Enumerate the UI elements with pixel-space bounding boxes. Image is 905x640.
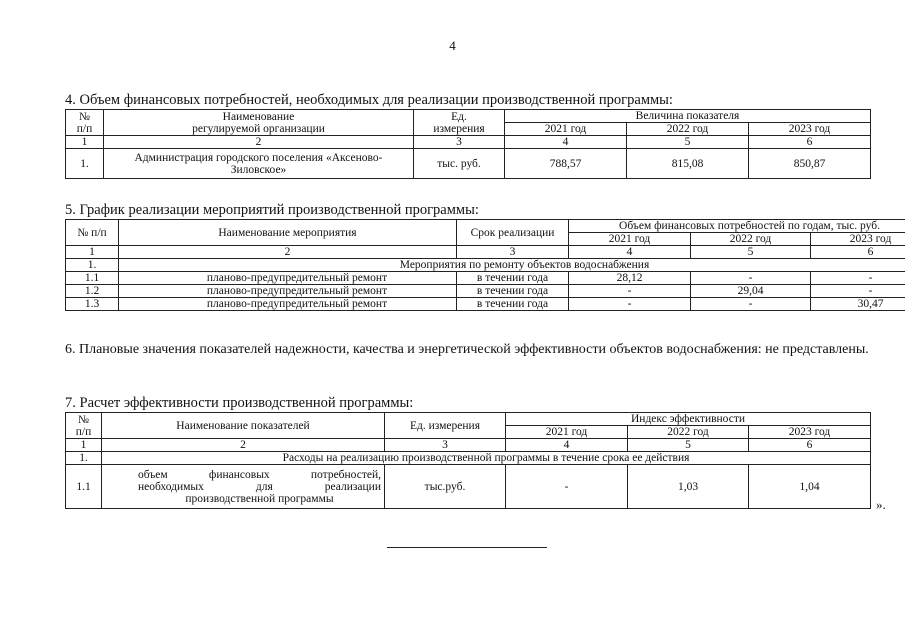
table-row: 1.2 планово-предупредительный ремонт в течении года - 29,04 - xyxy=(66,285,905,298)
table-row: 1.1 планово-предупредительный ремонт в течении года 28,12 - - xyxy=(66,272,905,285)
row-value-2022: 815,08 xyxy=(627,149,749,179)
header-unit: Ед. измерения xyxy=(385,413,506,439)
row-unit: тыс.руб. xyxy=(385,465,506,509)
header-num: № п/п xyxy=(66,220,119,246)
header-unit: Ед. измерения xyxy=(414,110,505,136)
row-unit: тыс. руб. xyxy=(414,149,505,179)
header-year-2023: 2023 год xyxy=(811,233,905,246)
row-num: 1. xyxy=(66,149,104,179)
section-6-text: 6. Плановые значения показателей надежности, качества и энергетической эффективности объектов водоснабжения: не представлены. xyxy=(65,342,869,357)
row-value-2021: - xyxy=(506,465,628,509)
header-index: Индекс эффективности xyxy=(506,413,871,426)
financial-needs-table xyxy=(65,109,871,179)
header-year-2021: 2021 год xyxy=(506,426,628,439)
row-value-2021: 788,57 xyxy=(505,149,627,179)
header-term: Срок реализации xyxy=(457,220,569,246)
closing-quote: ». xyxy=(876,497,886,512)
header-num: № п/п xyxy=(66,413,102,439)
header-value: Величина показателя xyxy=(505,110,871,123)
group-num: 1. xyxy=(66,452,102,465)
index-row: 1 2 3 4 5 6 xyxy=(66,439,871,452)
header-year-2022: 2022 год xyxy=(627,123,749,136)
header-year-2023: 2023 год xyxy=(749,426,871,439)
table-row xyxy=(66,465,871,509)
header-volume: Объем финансовых потребностей по годам, тыс. руб. xyxy=(569,220,905,233)
header-year-2023: 2023 год xyxy=(749,123,871,136)
page-number: 4 xyxy=(449,38,456,53)
section-5-title: 5. График реализации мероприятий производственной программы: xyxy=(65,202,479,218)
header-organization: Наименование регулируемой организации xyxy=(104,110,414,136)
section-4-title: 4. Объем финансовых потребностей, необходимых для реализации производственной программы: xyxy=(65,92,673,108)
row-value-2023: 1,04 xyxy=(749,465,871,509)
row-num: 1.1 xyxy=(66,465,102,509)
schedule-table xyxy=(65,219,905,311)
header-year-2022: 2022 год xyxy=(691,233,811,246)
group-row xyxy=(66,452,871,465)
index-row: 1 2 3 4 5 6 xyxy=(66,136,871,149)
group-name: Мероприятия по ремонту объектов водоснабжения xyxy=(119,259,905,272)
header-year-2021: 2021 год xyxy=(569,233,691,246)
row-value-2022: 1,03 xyxy=(628,465,749,509)
header-indicator: Наименование показателей xyxy=(102,413,385,439)
row-value-2023: 850,87 xyxy=(749,149,871,179)
efficiency-table xyxy=(65,412,871,509)
row-indicator: объем финансовых потребностей, необходимых для реализации производственной программы xyxy=(102,465,385,509)
header-num-line1: № п/п xyxy=(76,110,93,135)
footer-divider xyxy=(387,547,547,548)
index-row: 1 2 3 4 5 6 xyxy=(66,246,905,259)
table-row xyxy=(66,149,871,179)
header-num xyxy=(66,110,104,136)
group-name: Расходы на реализацию производственной программы в течение срока ее действия xyxy=(102,452,871,465)
table-row: 1.3 планово-предупредительный ремонт в течении года - - 30,47 xyxy=(66,298,905,311)
header-year-2022: 2022 год xyxy=(628,426,749,439)
section-7-title: 7. Расчет эффективности производственной программы: xyxy=(65,395,414,411)
row-organization: Администрация городского поселения «Аксеново-Зиловское» xyxy=(104,149,414,179)
header-year-2021: 2021 год xyxy=(505,123,627,136)
group-row xyxy=(66,259,905,272)
group-num: 1. xyxy=(66,259,119,272)
header-activity: Наименование мероприятия xyxy=(119,220,457,246)
